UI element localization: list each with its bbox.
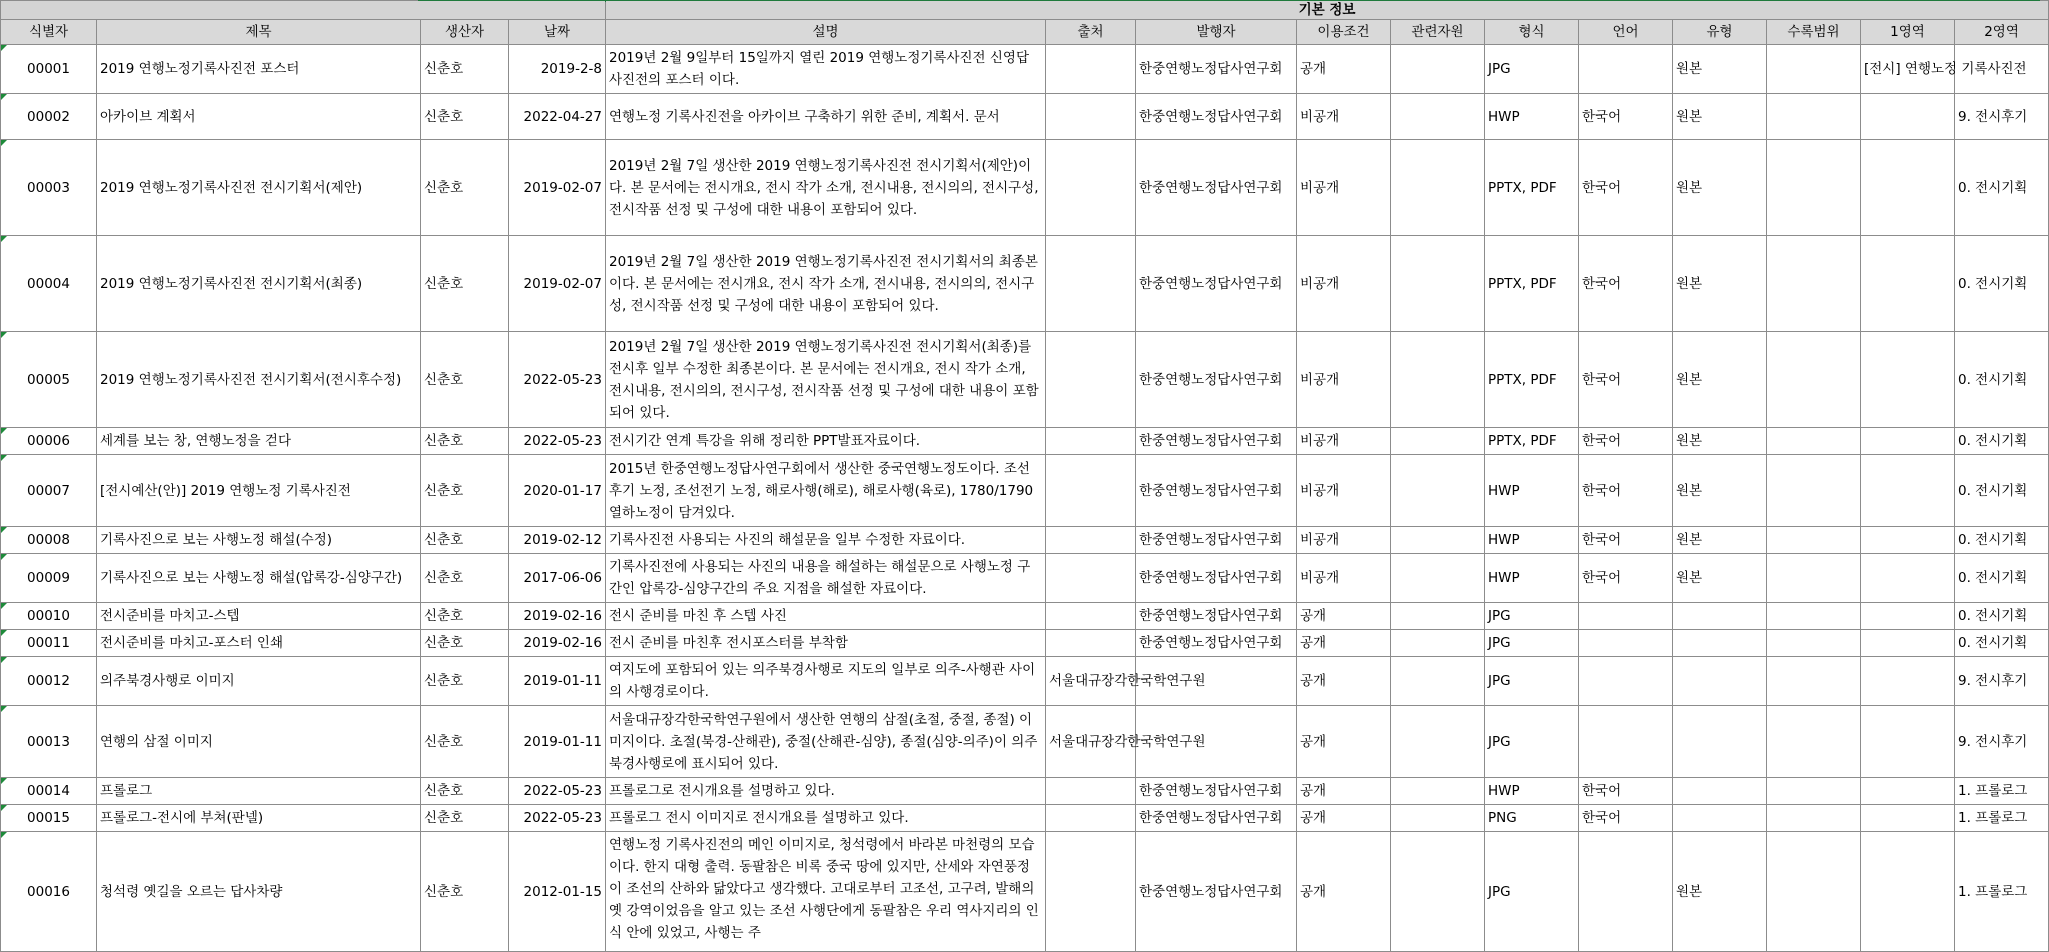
- cell-related[interactable]: [1391, 94, 1485, 140]
- cell-publisher[interactable]: 한중연행노정답사연구회: [1136, 778, 1297, 805]
- cell-type[interactable]: [1673, 630, 1767, 657]
- cell-area1[interactable]: [1861, 832, 1955, 952]
- cell-format[interactable]: HWP: [1485, 778, 1579, 805]
- cell-area1[interactable]: [1861, 706, 1955, 778]
- cell-type[interactable]: 원본: [1673, 832, 1767, 952]
- cell-description[interactable]: 2019년 2월 7일 생산한 2019 연행노정기록사진전 전시기획서의 최종본이다. 본 문서에는 전시개요, 전시 작가 소개, 전시내용, 전시의의, 전시구성, 전시작품 선정 및 구성에 대한 내용이 포함되어 있다.: [606, 236, 1046, 332]
- cell-rights[interactable]: 비공개: [1297, 527, 1391, 554]
- cell-format[interactable]: HWP: [1485, 455, 1579, 527]
- cell-source[interactable]: [1046, 455, 1136, 527]
- cell-related[interactable]: [1391, 140, 1485, 236]
- cell-date[interactable]: 2019-01-11: [509, 657, 606, 706]
- cell-title[interactable]: [전시예산(안)] 2019 연행노정 기록사진전: [97, 455, 421, 527]
- cell-type[interactable]: 원본: [1673, 428, 1767, 455]
- cell-title[interactable]: 2019 연행노정기록사진전 전시기획서(제안): [97, 140, 421, 236]
- cell-area1[interactable]: [1861, 94, 1955, 140]
- cell-creator[interactable]: 신춘호: [421, 428, 509, 455]
- cell-title[interactable]: 기록사진으로 보는 사행노정 해설(수정): [97, 527, 421, 554]
- cell-publisher[interactable]: 한중연행노정답사연구회: [1136, 832, 1297, 952]
- cell-type[interactable]: [1673, 657, 1767, 706]
- cell-id[interactable]: 00006: [1, 428, 97, 455]
- cell-publisher[interactable]: 한중연행노정답사연구회: [1136, 94, 1297, 140]
- cell-id[interactable]: 00002: [1, 94, 97, 140]
- cell-source[interactable]: [1046, 603, 1136, 630]
- cell-language[interactable]: 한국어: [1579, 140, 1673, 236]
- cell-language[interactable]: [1579, 706, 1673, 778]
- cell-area1[interactable]: [1861, 603, 1955, 630]
- cell-related[interactable]: [1391, 332, 1485, 428]
- cell-language[interactable]: 한국어: [1579, 94, 1673, 140]
- cell-publisher[interactable]: [1136, 657, 1297, 706]
- cell-source[interactable]: [1046, 805, 1136, 832]
- cell-format[interactable]: JPG: [1485, 630, 1579, 657]
- cell-source[interactable]: [1046, 428, 1136, 455]
- cell-coverage[interactable]: [1767, 554, 1861, 603]
- cell-area2[interactable]: 0. 전시기획: [1955, 140, 2049, 236]
- cell-source[interactable]: [1046, 332, 1136, 428]
- cell-title[interactable]: 청석령 옛길을 오르는 답사차량: [97, 832, 421, 952]
- cell-area2[interactable]: 9. 전시후기: [1955, 706, 2049, 778]
- cell-source[interactable]: [1046, 832, 1136, 952]
- cell-title[interactable]: 전시준비를 마치고-스텝: [97, 603, 421, 630]
- cell-type[interactable]: [1673, 706, 1767, 778]
- cell-source[interactable]: [1046, 94, 1136, 140]
- cell-title[interactable]: 프롤로그: [97, 778, 421, 805]
- cell-source[interactable]: [1046, 45, 1136, 94]
- cell-id[interactable]: 00013: [1, 706, 97, 778]
- cell-creator[interactable]: 신춘호: [421, 554, 509, 603]
- cell-publisher[interactable]: 한중연행노정답사연구회: [1136, 236, 1297, 332]
- cell-description[interactable]: 전시기간 연계 특강을 위해 정리한 PPT발표자료이다.: [606, 428, 1046, 455]
- cell-area1[interactable]: [전시] 연행노정 기록사진전: [1861, 45, 1955, 94]
- cell-area1[interactable]: [1861, 332, 1955, 428]
- cell-type[interactable]: 원본: [1673, 527, 1767, 554]
- cell-source[interactable]: [1046, 140, 1136, 236]
- cell-title[interactable]: 프롤로그-전시에 부쳐(판넬): [97, 805, 421, 832]
- cell-id[interactable]: 00008: [1, 527, 97, 554]
- cell-coverage[interactable]: [1767, 832, 1861, 952]
- table-row: [1, 45, 2049, 94]
- cell-date[interactable]: 2022-05-23: [509, 805, 606, 832]
- cell-rights[interactable]: 공개: [1297, 832, 1391, 952]
- cell-description[interactable]: 2019년 2월 7일 생산한 2019 연행노정기록사진전 전시기획서(제안)이다. 본 문서에는 전시개요, 전시 작가 소개, 전시내용, 전시의의, 전시구성, 전시작품 선정 및 구성에 대한 내용이 포함되어 있다.: [606, 140, 1046, 236]
- cell-creator[interactable]: 신춘호: [421, 45, 509, 94]
- cell-date[interactable]: 2019-02-07: [509, 236, 606, 332]
- cell-source[interactable]: [1046, 236, 1136, 332]
- cell-date[interactable]: 2019-02-16: [509, 630, 606, 657]
- col-header-date[interactable]: 날짜: [509, 20, 606, 45]
- cell-language[interactable]: [1579, 832, 1673, 952]
- cell-title[interactable]: 의주북경사행로 이미지: [97, 657, 421, 706]
- cell-rights[interactable]: 공개: [1297, 706, 1391, 778]
- cell-description[interactable]: 여지도에 포함되어 있는 의주북경사행로 지도의 일부로 의주-사행관 사이의 사행경로이다.: [606, 657, 1046, 706]
- cell-language[interactable]: 한국어: [1579, 554, 1673, 603]
- cell-description[interactable]: 전시 준비를 마친후 전시포스터를 부착함: [606, 630, 1046, 657]
- cell-id[interactable]: 00011: [1, 630, 97, 657]
- cell-description[interactable]: 2019년 2월 9일부터 15일까지 열린 2019 연행노정기록사진전 신영답 사진전의 포스터 이다.: [606, 45, 1046, 94]
- col-header-language[interactable]: 언어: [1579, 20, 1673, 45]
- cell-id[interactable]: 00012: [1, 657, 97, 706]
- cell-id[interactable]: 00016: [1, 832, 97, 952]
- cell-id[interactable]: 00007: [1, 455, 97, 527]
- cell-publisher[interactable]: 한중연행노정답사연구회: [1136, 554, 1297, 603]
- cell-language[interactable]: [1579, 603, 1673, 630]
- group-header-blank[interactable]: [1, 1, 606, 20]
- cell-description[interactable]: 프롤로그 전시 이미지로 전시개요를 설명하고 있다.: [606, 805, 1046, 832]
- cell-id[interactable]: 00015: [1, 805, 97, 832]
- cell-id[interactable]: 00003: [1, 140, 97, 236]
- cell-description[interactable]: 기록사진전에 사용되는 사진의 내용을 해설하는 해설문으로 사행노정 구간인 압록강-심양구간의 주요 지점을 해설한 자료이다.: [606, 554, 1046, 603]
- cell-rights[interactable]: 공개: [1297, 603, 1391, 630]
- table-row: [1, 455, 2049, 527]
- cell-id[interactable]: 00014: [1, 778, 97, 805]
- cell-date[interactable]: 2022-05-23: [509, 778, 606, 805]
- cell-related[interactable]: [1391, 832, 1485, 952]
- col-header-publisher[interactable]: 발행자: [1136, 20, 1297, 45]
- cell-date[interactable]: 2020-01-17: [509, 455, 606, 527]
- cell-creator[interactable]: 신춘호: [421, 94, 509, 140]
- col-header-rights[interactable]: 이용조건: [1297, 20, 1391, 45]
- cell-coverage[interactable]: [1767, 45, 1861, 94]
- cell-related[interactable]: [1391, 805, 1485, 832]
- cell-area1[interactable]: [1861, 527, 1955, 554]
- table-row: [1, 832, 2049, 952]
- cell-rights[interactable]: 공개: [1297, 630, 1391, 657]
- cell-format[interactable]: JPG: [1485, 706, 1579, 778]
- cell-area2[interactable]: 1. 프롤로그: [1955, 832, 2049, 952]
- cell-title[interactable]: 아카이브 계획서: [97, 94, 421, 140]
- cell-description[interactable]: 2019년 2월 7일 생산한 2019 연행노정기록사진전 전시기획서(최종)를 전시후 일부 수정한 최종본이다. 본 문서에는 전시개요, 전시 작가 소개, 전시내용, 전시의의, 전시구성, 전시작품 선정 및 구성에 대한 내용이 포함되어 있다.: [606, 332, 1046, 428]
- cell-id[interactable]: 00009: [1, 554, 97, 603]
- cell-area2[interactable]: 0. 전시기획: [1955, 554, 2049, 603]
- cell-format[interactable]: JPG: [1485, 832, 1579, 952]
- cell-type[interactable]: 원본: [1673, 554, 1767, 603]
- cell-area2[interactable]: 0. 전시기획: [1955, 428, 2049, 455]
- cell-date[interactable]: 2012-01-15: [509, 832, 606, 952]
- cell-rights[interactable]: 공개: [1297, 778, 1391, 805]
- table-row: [1, 236, 2049, 332]
- cell-creator[interactable]: 신춘호: [421, 657, 509, 706]
- cell-type[interactable]: 원본: [1673, 455, 1767, 527]
- cell-type[interactable]: [1673, 603, 1767, 630]
- cell-related[interactable]: [1391, 527, 1485, 554]
- cell-publisher[interactable]: 한중연행노정답사연구회: [1136, 140, 1297, 236]
- cell-format[interactable]: PNG: [1485, 805, 1579, 832]
- cell-source[interactable]: 서울대규장각한국학연구원: [1046, 657, 1136, 706]
- cell-related[interactable]: [1391, 428, 1485, 455]
- cell-date[interactable]: 2022-05-23: [509, 332, 606, 428]
- cell-rights[interactable]: 비공개: [1297, 455, 1391, 527]
- cell-language[interactable]: 한국어: [1579, 236, 1673, 332]
- col-header-area2[interactable]: 2영역: [1955, 20, 2049, 45]
- cell-description[interactable]: 전시 준비를 마친 후 스텝 사진: [606, 603, 1046, 630]
- cell-publisher[interactable]: 한중연행노정답사연구회: [1136, 527, 1297, 554]
- cell-type[interactable]: 원본: [1673, 140, 1767, 236]
- cell-coverage[interactable]: [1767, 657, 1861, 706]
- cell-rights[interactable]: 비공개: [1297, 94, 1391, 140]
- cell-title[interactable]: 2019 연행노정기록사진전 포스터: [97, 45, 421, 94]
- col-header-area1[interactable]: 1영역: [1861, 20, 1955, 45]
- cell-publisher[interactable]: 한중연행노정답사연구회: [1136, 603, 1297, 630]
- cell-date[interactable]: 2019-01-11: [509, 706, 606, 778]
- cell-date[interactable]: 2017-06-06: [509, 554, 606, 603]
- cell-id[interactable]: 00001: [1, 45, 97, 94]
- cell-language[interactable]: [1579, 45, 1673, 94]
- cell-title[interactable]: 기록사진으로 보는 사행노정 해설(압록강-심양구간): [97, 554, 421, 603]
- table-row: [1, 140, 2049, 236]
- cell-type[interactable]: 원본: [1673, 45, 1767, 94]
- cell-coverage[interactable]: [1767, 706, 1861, 778]
- table-row: [1, 805, 2049, 832]
- cell-rights[interactable]: 비공개: [1297, 140, 1391, 236]
- cell-title[interactable]: 연행의 삼절 이미지: [97, 706, 421, 778]
- cell-creator[interactable]: 신춘호: [421, 706, 509, 778]
- cell-area2[interactable]: 1. 프롤로그: [1955, 778, 2049, 805]
- cell-type[interactable]: 원본: [1673, 236, 1767, 332]
- group-header-basic-info[interactable]: 기본 정보: [606, 1, 2049, 20]
- cell-description[interactable]: 프롤로그로 전시개요를 설명하고 있다.: [606, 778, 1046, 805]
- cell-coverage[interactable]: [1767, 428, 1861, 455]
- cell-rights[interactable]: 비공개: [1297, 332, 1391, 428]
- cell-format[interactable]: HWP: [1485, 554, 1579, 603]
- cell-format[interactable]: PPTX, PDF: [1485, 236, 1579, 332]
- cell-coverage[interactable]: [1767, 140, 1861, 236]
- cell-area1[interactable]: [1861, 554, 1955, 603]
- cell-area1[interactable]: [1861, 630, 1955, 657]
- table-row: [1, 630, 2049, 657]
- cell-coverage[interactable]: [1767, 603, 1861, 630]
- cell-format[interactable]: PPTX, PDF: [1485, 140, 1579, 236]
- cell-format[interactable]: JPG: [1485, 45, 1579, 94]
- cell-area2[interactable]: [1955, 45, 2049, 94]
- cell-language[interactable]: 한국어: [1579, 527, 1673, 554]
- cell-area2[interactable]: 0. 전시기획: [1955, 332, 2049, 428]
- cell-related[interactable]: [1391, 455, 1485, 527]
- cell-area1[interactable]: [1861, 805, 1955, 832]
- cell-language[interactable]: 한국어: [1579, 428, 1673, 455]
- table-row: [1, 527, 2049, 554]
- cell-area2[interactable]: 0. 전시기획: [1955, 603, 2049, 630]
- cell-date[interactable]: 2019-02-07: [509, 140, 606, 236]
- cell-description[interactable]: 연행노정 기록사진전을 아카이브 구축하기 위한 준비, 계획서. 문서: [606, 94, 1046, 140]
- cell-area2[interactable]: 0. 전시기획: [1955, 630, 2049, 657]
- cell-creator[interactable]: 신춘호: [421, 140, 509, 236]
- cell-creator[interactable]: 신춘호: [421, 805, 509, 832]
- cell-creator[interactable]: 신춘호: [421, 236, 509, 332]
- cell-creator[interactable]: 신춘호: [421, 832, 509, 952]
- table-row: [1, 332, 2049, 428]
- cell-description[interactable]: 2015년 한중연행노정답사연구회에서 생산한 중국연행노정도이다. 조선후기 노정, 조선전기 노정, 해로사행(해로), 해로사행(육로), 1780/1790 열하노정이 담겨있다.: [606, 455, 1046, 527]
- cell-type[interactable]: 원본: [1673, 94, 1767, 140]
- cell-coverage[interactable]: [1767, 630, 1861, 657]
- cell-related[interactable]: [1391, 630, 1485, 657]
- cell-title[interactable]: 세계를 보는 창, 연행노정을 걷다: [97, 428, 421, 455]
- cell-creator[interactable]: 신춘호: [421, 630, 509, 657]
- table-row: [1, 706, 2049, 778]
- cell-area2[interactable]: 0. 전시기획: [1955, 236, 2049, 332]
- cell-date[interactable]: 2019-02-12: [509, 527, 606, 554]
- cell-coverage[interactable]: [1767, 332, 1861, 428]
- cell-coverage[interactable]: [1767, 805, 1861, 832]
- cell-area2[interactable]: 9. 전시후기: [1955, 94, 2049, 140]
- cell-title[interactable]: 2019 연행노정기록사진전 전시기획서(전시후수정): [97, 332, 421, 428]
- cell-related[interactable]: [1391, 706, 1485, 778]
- cell-source[interactable]: [1046, 778, 1136, 805]
- cell-language[interactable]: 한국어: [1579, 332, 1673, 428]
- cell-rights[interactable]: 비공개: [1297, 428, 1391, 455]
- cell-type[interactable]: [1673, 805, 1767, 832]
- cell-related[interactable]: [1391, 45, 1485, 94]
- cell-coverage[interactable]: [1767, 94, 1861, 140]
- cell-date[interactable]: 2022-05-23: [509, 428, 606, 455]
- cell-publisher[interactable]: 한중연행노정답사연구회: [1136, 805, 1297, 832]
- cell-format[interactable]: HWP: [1485, 527, 1579, 554]
- cell-area1[interactable]: [1861, 778, 1955, 805]
- cell-coverage[interactable]: [1767, 236, 1861, 332]
- cell-area1[interactable]: [1861, 140, 1955, 236]
- cell-related[interactable]: [1391, 236, 1485, 332]
- col-header-source[interactable]: 출처: [1046, 20, 1136, 45]
- cell-source[interactable]: [1046, 527, 1136, 554]
- cell-id[interactable]: 00005: [1, 332, 97, 428]
- cell-area2[interactable]: 1. 프롤로그: [1955, 805, 2049, 832]
- col-header-format[interactable]: 형식: [1485, 20, 1579, 45]
- cell-related[interactable]: [1391, 778, 1485, 805]
- cell-title[interactable]: 2019 연행노정기록사진전 전시기획서(최종): [97, 236, 421, 332]
- cell-creator[interactable]: 신춘호: [421, 332, 509, 428]
- table-row: [1, 778, 2049, 805]
- cell-source[interactable]: [1046, 554, 1136, 603]
- cell-rights[interactable]: 비공개: [1297, 554, 1391, 603]
- cell-area1[interactable]: [1861, 428, 1955, 455]
- cell-creator[interactable]: 신춘호: [421, 778, 509, 805]
- cell-area1[interactable]: [1861, 236, 1955, 332]
- cell-format[interactable]: HWP: [1485, 94, 1579, 140]
- cell-area2[interactable]: 9. 전시후기: [1955, 657, 2049, 706]
- cell-coverage[interactable]: [1767, 527, 1861, 554]
- cell-language[interactable]: [1579, 630, 1673, 657]
- cell-creator[interactable]: 신춘호: [421, 603, 509, 630]
- cell-language[interactable]: [1579, 657, 1673, 706]
- cell-coverage[interactable]: [1767, 778, 1861, 805]
- cell-creator[interactable]: 신춘호: [421, 455, 509, 527]
- cell-language[interactable]: 한국어: [1579, 805, 1673, 832]
- col-header-description[interactable]: 설명: [606, 20, 1046, 45]
- cell-related[interactable]: [1391, 603, 1485, 630]
- table-row: [1, 428, 2049, 455]
- cell-type[interactable]: [1673, 778, 1767, 805]
- table-row: [1, 657, 2049, 706]
- table-row: [1, 554, 2049, 603]
- cell-format[interactable]: PPTX, PDF: [1485, 332, 1579, 428]
- cell-publisher[interactable]: 한중연행노정답사연구회: [1136, 428, 1297, 455]
- col-header-title[interactable]: 제목: [97, 20, 421, 45]
- cell-source[interactable]: 서울대규장각한국학연구원: [1046, 706, 1136, 778]
- cell-language[interactable]: 한국어: [1579, 778, 1673, 805]
- table-row: [1, 94, 2049, 140]
- cell-publisher[interactable]: [1136, 706, 1297, 778]
- column-header-row: [1, 20, 2049, 45]
- cell-description[interactable]: 연행노정 기록사진전의 메인 이미지로, 청석령에서 바라본 마천령의 모습이다. 한지 대형 출력. 동팔참은 비록 중국 땅에 있지만, 산세와 자연풍정이 조선의 산하와 닮았다고 생각했다. 고대로부터 고조선, 고구려, 발해의 옛 강역이었음을 알고 있는 조선 사행단에게 동팔참은 우리 역사지리의 인식 안에 있었고, 사행는 주: [606, 832, 1046, 952]
- cell-format[interactable]: PPTX, PDF: [1485, 428, 1579, 455]
- group-header-row: [1, 1, 2049, 20]
- col-header-coverage[interactable]: 수록범위: [1767, 20, 1861, 45]
- cell-language[interactable]: 한국어: [1579, 455, 1673, 527]
- col-header-id[interactable]: 식별자: [1, 20, 97, 45]
- cell-related[interactable]: [1391, 554, 1485, 603]
- cell-publisher[interactable]: 한중연행노정답사연구회: [1136, 45, 1297, 94]
- cell-format[interactable]: JPG: [1485, 603, 1579, 630]
- col-header-creator[interactable]: 생산자: [421, 20, 509, 45]
- cell-date[interactable]: 2019-02-16: [509, 603, 606, 630]
- cell-area1[interactable]: [1861, 455, 1955, 527]
- cell-id[interactable]: 00010: [1, 603, 97, 630]
- cell-description[interactable]: 기록사진전 사용되는 사진의 해설문을 일부 수정한 자료이다.: [606, 527, 1046, 554]
- cell-rights[interactable]: 공개: [1297, 45, 1391, 94]
- cell-area2[interactable]: 0. 전시기획: [1955, 455, 2049, 527]
- cell-creator[interactable]: 신춘호: [421, 527, 509, 554]
- cell-date[interactable]: 2022-04-27: [509, 94, 606, 140]
- cell-rights[interactable]: 비공개: [1297, 236, 1391, 332]
- table-row: [1, 603, 2049, 630]
- cell-related[interactable]: [1391, 657, 1485, 706]
- cell-id[interactable]: 00004: [1, 236, 97, 332]
- cell-rights[interactable]: 공개: [1297, 657, 1391, 706]
- cell-description[interactable]: 서울대규장각한국학연구원에서 생산한 연행의 삼절(초절, 중절, 종절) 이미지이다. 초절(북경-산해관), 중절(산해관-심양), 종절(심양-의주)이 의주북경사행로에 표시되어 있다.: [606, 706, 1046, 778]
- cell-coverage[interactable]: [1767, 455, 1861, 527]
- cell-format[interactable]: JPG: [1485, 657, 1579, 706]
- col-header-type[interactable]: 유형: [1673, 20, 1767, 45]
- cell-rights[interactable]: 공개: [1297, 805, 1391, 832]
- cell-area2[interactable]: 0. 전시기획: [1955, 527, 2049, 554]
- cell-title[interactable]: 전시준비를 마치고-포스터 인쇄: [97, 630, 421, 657]
- cell-date[interactable]: 2019-2-8: [509, 45, 606, 94]
- cell-type[interactable]: 원본: [1673, 332, 1767, 428]
- col-header-related[interactable]: 관련자원: [1391, 20, 1485, 45]
- cell-publisher[interactable]: 한중연행노정답사연구회: [1136, 332, 1297, 428]
- cell-area1[interactable]: [1861, 657, 1955, 706]
- cell-source[interactable]: [1046, 630, 1136, 657]
- cell-publisher[interactable]: 한중연행노정답사연구회: [1136, 455, 1297, 527]
- cell-publisher[interactable]: 한중연행노정답사연구회: [1136, 630, 1297, 657]
